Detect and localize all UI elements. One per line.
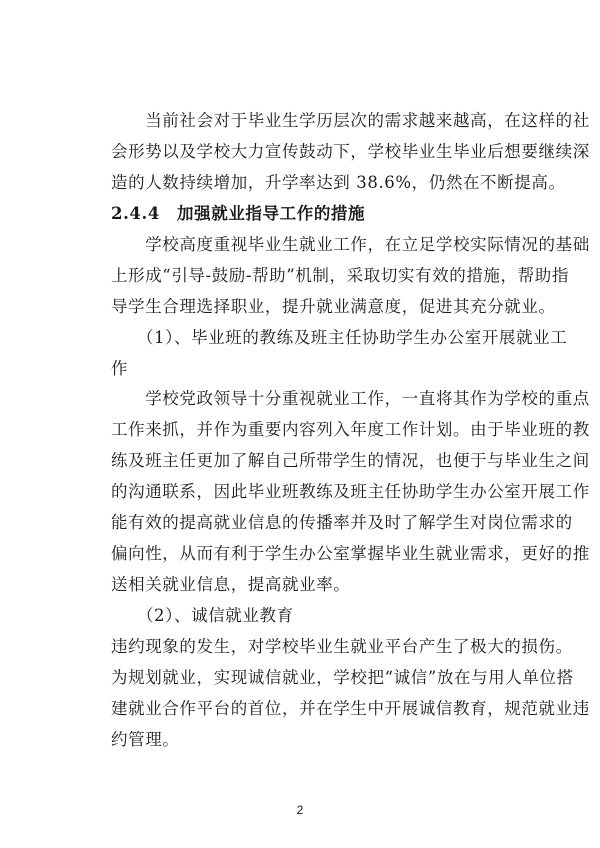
paragraph-line: 练及班主任更加了解自己所带学生的情况，也便于与毕业生之间 [111,451,590,470]
section-heading: 2.4.4 加强就业指导工作的措施 [111,204,366,223]
paragraph-line: 工作来抓，并作为重要内容列入年度工作计划。由于毕业班的教 [111,420,590,439]
paragraph-line: 上形成“引导-鼓励-帮助”机制，采取切实有效的措施，帮助指 [111,266,569,285]
paragraph-line: 学校党政领导十分重视就业工作，一直将其作为学校的重点 [111,389,590,408]
paragraph-line: 能有效的提高就业信息的传播率并及时了解学生对岗位需求的 [111,513,573,532]
paragraph-line: 的沟通联系，因此毕业班教练及班主任协助学生办公室开展工作 [111,482,590,501]
paragraph-line: 导学生合理选择职业，提升就业满意度，促进其充分就业。 [111,297,556,316]
paragraph-line: 学校高度重视毕业生就业工作，在立足学校实际情况的基础 [111,235,590,254]
paragraph-line: 违约现象的发生，对学校毕业生就业平台产生了极大的损伤。 [111,637,573,656]
subheading-line: （1）、毕业班的教练及班主任协助学生办公室开展就业工 [111,328,568,347]
paragraph-line: 偏向性，从而有利于学生办公室掌握毕业生就业需求，更好的推 [111,544,590,563]
paragraph-line: 送相关就业信息，提高就业率。 [111,575,351,594]
paragraph-line: 会形势以及学校大力宣传鼓动下，学校毕业生毕业后想要继续深 [111,142,590,161]
paragraph-line: 为规划就业，实现诚信就业，学校把“诚信”放在与用人单位搭 [111,668,574,687]
paragraph-line: 建就业合作平台的首位，并在学生中开展诚信教育，规范就业违 [111,699,590,718]
subheading-line: 作 [111,359,129,378]
subheading-line: （2）、诚信就业教育 [111,606,294,625]
paragraph-line: 当前社会对于毕业生学历层次的需求越来越高，在这样的社 [111,111,590,130]
page-number: 2 [296,803,304,817]
paragraph-line: 造的人数持续增加，升学率达到 38.6%，仍然在不断提高。 [111,173,566,192]
paragraph-line: 约管理。 [111,730,180,749]
